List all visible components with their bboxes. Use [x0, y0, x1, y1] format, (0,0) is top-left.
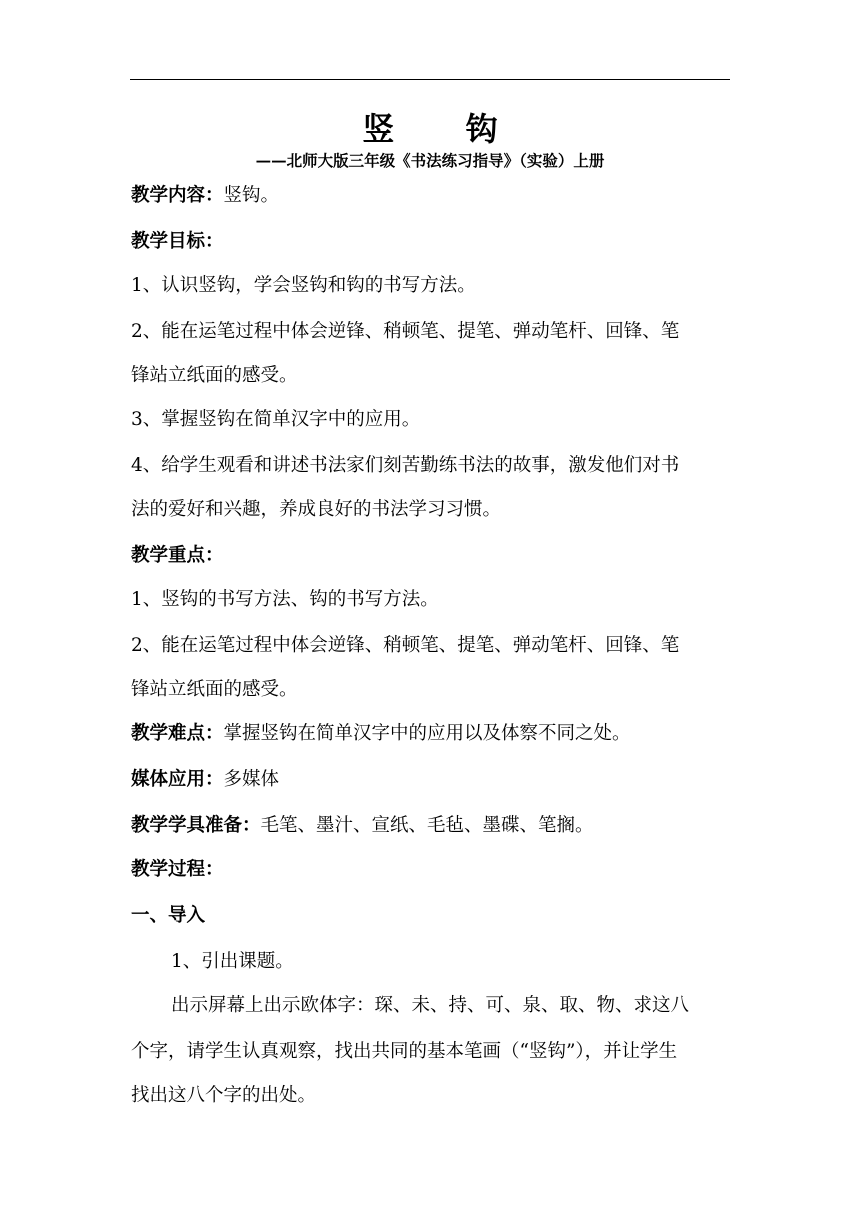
difficulty-value: 掌握竖钩在简单汉字中的应用以及体察不同之处。	[223, 723, 631, 744]
content-line	[131, 184, 279, 208]
paragraph-line-c: 找出这八个字的出处。	[131, 1085, 317, 1106]
key-heading: 教学重点：	[131, 545, 224, 566]
goal-4-line-a: 4、给学生观看和讲述书法家们刻苦勤练书法的故事，激发他们对书	[131, 455, 680, 476]
tools-label: 教学学具准备：	[131, 815, 261, 836]
page-subtitle: ——北师大版三年级《书法练习指导》（实验）上册	[255, 151, 605, 170]
media-label: 媒体应用：	[131, 769, 224, 790]
step-1: 1、引出课题。	[171, 951, 294, 972]
difficulty-label: 教学难点：	[131, 723, 224, 744]
key-2-line-b: 锋站立纸面的感受。	[131, 679, 298, 700]
goal-2-line-b: 锋站立纸面的感受。	[131, 365, 298, 386]
tools-value: 毛笔、墨汁、宣纸、毛毡、墨碟、笔搁。	[260, 815, 594, 836]
goal-4-line-b: 法的爱好和兴趣，养成良好的书法学习习惯。	[131, 499, 502, 520]
goal-1: 1、认识竖钩，学会竖钩和钩的书写方法。	[131, 275, 476, 296]
goals-heading: 教学目标：	[131, 231, 224, 252]
tools-line	[131, 814, 594, 838]
process-heading: 教学过程：	[131, 859, 224, 880]
paragraph-line-b: 个字，请学生认真观察，找出共同的基本笔画（“竖钩”），并让学生	[131, 1041, 678, 1062]
key-2-line-a: 2、能在运笔过程中体会逆锋、稍顿笔、提笔、弹动笔杆、回锋、笔	[131, 635, 680, 656]
page-title: 竖 钩	[362, 110, 528, 148]
section-1-heading: 一、导入	[131, 905, 206, 926]
goal-3: 3、掌握竖钩在简单汉字中的应用。	[131, 409, 421, 430]
content-label: 教学内容：	[131, 185, 224, 206]
media-line	[131, 768, 279, 792]
difficulty-line	[131, 722, 631, 746]
media-value: 多媒体	[223, 769, 280, 790]
header-rule	[130, 79, 730, 80]
key-1: 1、竖钩的书写方法、钩的书写方法。	[131, 589, 439, 610]
paragraph-line-a: 出示屏幕上出示欧体字：琛、未、持、可、泉、取、物、求这八	[171, 995, 690, 1016]
goal-2-line-a: 2、能在运笔过程中体会逆锋、稍顿笔、提笔、弹动笔杆、回锋、笔	[131, 321, 680, 342]
content-value: 竖钩。	[223, 185, 280, 206]
